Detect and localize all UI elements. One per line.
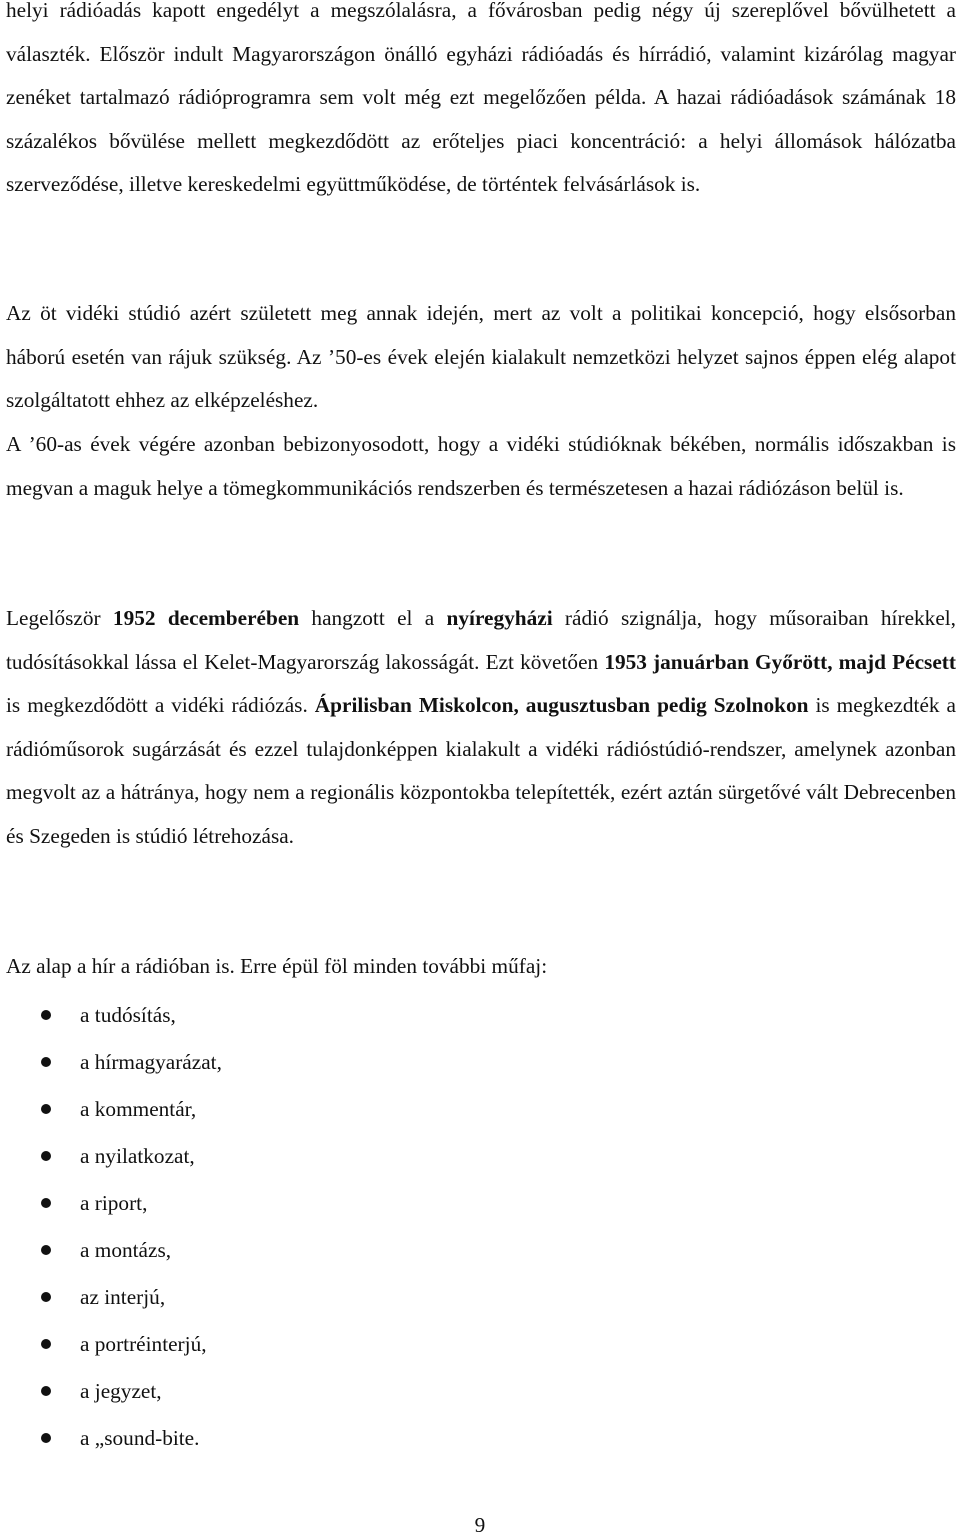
text-span: is megkezdődött a vidéki rádiózás. xyxy=(6,693,315,718)
list-item xyxy=(6,1227,956,1274)
bullet-icon xyxy=(41,1386,51,1396)
list-item-label: a kommentár, xyxy=(80,1097,197,1121)
bullet-icon xyxy=(41,1292,51,1302)
bullet-icon xyxy=(41,1104,51,1114)
text-span: hangzott el a xyxy=(299,606,447,630)
text-span: rádió szignálja, hogy műsoraiban hírekkel, tudósításokkal lássa el Kelet-Magyarország lakosságát. Ezt követően xyxy=(6,606,957,674)
list-item-label: a nyilatkozat, xyxy=(80,1144,195,1168)
list-item-label: a tudósítás, xyxy=(80,1003,176,1027)
page-number: 9 xyxy=(474,1513,486,1537)
bold-miskolc-szolnok: Áprilisban Miskolcon, augusztusban pedig Szolnokon xyxy=(314,693,809,718)
list-item-label: a jegyzet, xyxy=(80,1379,162,1403)
bold-nyiregyhazi: nyíregyházi xyxy=(446,606,553,630)
paragraph-regional-studios-sixties: A ’60-as évek végére azonban bebizonyosodott, hogy a vidéki stúdióknak békében, normális időszakban is megvan a maguk helye a tömegkommunikációs rendszerben és természetesen a hazai rádiózáson belül is. xyxy=(6,432,956,500)
list-item xyxy=(6,1368,956,1415)
paragraph-regional-studios-origin: Az öt vidéki stúdió azért született meg annak idején, mert az volt a politikai koncepció, hogy elsősorban háború esetén van rájuk szükség. Az ’50-es évek elején kialakult nemzetközi helyzet sajnos éppen elég alapot szolgáltatott ehhez az elképzeléshez. xyxy=(6,301,956,413)
list-item xyxy=(6,1274,956,1321)
bullet-icon xyxy=(41,1057,51,1067)
list-item-label: a hírmagyarázat, xyxy=(80,1050,222,1074)
list-item-label: a „sound-bite. xyxy=(80,1426,200,1450)
list-item xyxy=(6,1039,956,1086)
bullet-icon xyxy=(41,1433,51,1443)
bold-date-1952: 1952 decemberében xyxy=(112,606,300,630)
bullet-icon xyxy=(41,1339,51,1349)
bullet-icon xyxy=(41,1198,51,1208)
list-item xyxy=(6,1415,956,1462)
list-item xyxy=(6,1133,956,1180)
list-item xyxy=(6,1086,956,1133)
list-item xyxy=(6,1321,956,1368)
list-item-label: az interjú, xyxy=(80,1285,166,1309)
paragraph-radio-market: helyi rádióadás kapott engedélyt a megszólalásra, a fővárosban pedig négy új szereplővel bővülhetett a választék. Először indult Magyarországon önálló egyházi rádióadás és hírrádió, valamint kizárólag magyar zenéket tartalmazó rádióprogramra sem volt még ezt megelőzően példa. A hazai rádióadások számának 18 százalékos bővülése mellett megkezdődött az erőteljes piaci koncentráció: a helyi állomások hálózatba szerveződése, illetve kereskedelmi együttműködése, de történtek felvásárlások is. xyxy=(6,0,956,197)
list-item xyxy=(6,992,956,1039)
list-item xyxy=(6,1180,956,1227)
text-span: is megkezdték a rádióműsorok sugárzását és ezzel tulajdonképpen kialakult a vidéki rádióstúdió-rendszer, amelynek azonban megvolt az a hátránya, hogy nem a regionális központokba telepítették, ezért aztán sürgetővé vált Debrecenben és Szegeden is stúdió létrehozása. xyxy=(6,693,956,848)
list-item-label: a riport, xyxy=(80,1191,148,1215)
bold-1953-gyor-pecs: 1953 januárban Győrött, majd Pécsett xyxy=(604,649,956,674)
list-item-label: a montázs, xyxy=(80,1238,172,1262)
text-span: Legelőször xyxy=(6,606,113,630)
bullet-icon xyxy=(41,1151,51,1161)
paragraph-genres-intro: Az alap a hír a rádióban is. Erre épül föl minden további műfaj: xyxy=(6,954,548,978)
genre-list xyxy=(6,992,956,1462)
paragraph-regional-studios-history xyxy=(6,597,956,859)
list-item-label: a portréinterjú, xyxy=(80,1332,207,1356)
bullet-icon xyxy=(41,1010,51,1020)
bullet-icon xyxy=(41,1245,51,1255)
